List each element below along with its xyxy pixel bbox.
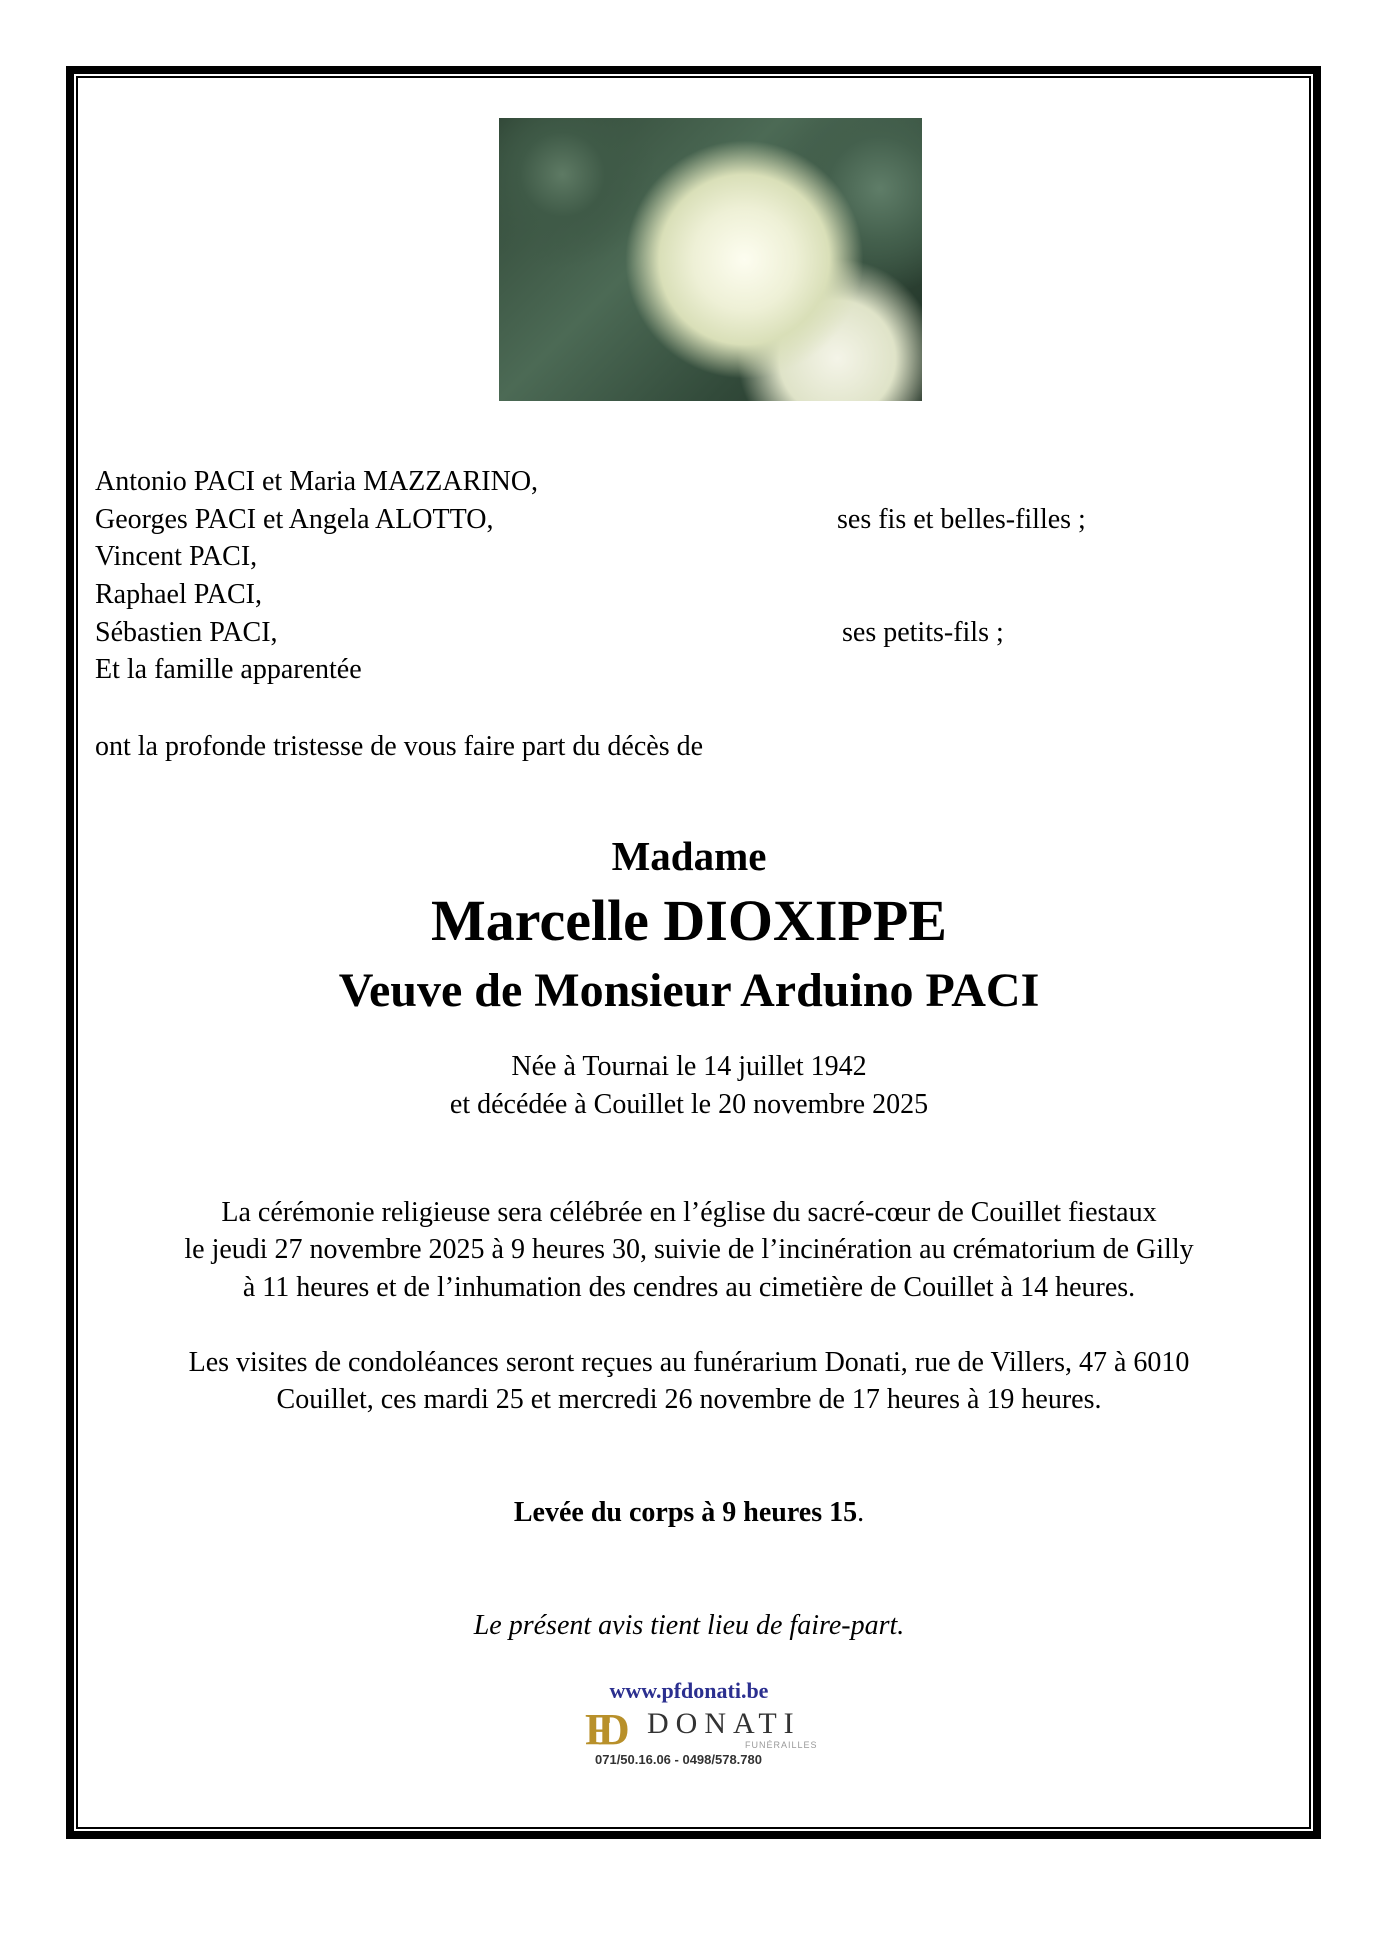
donati-subtitle: FUNÉRAILLES [745, 1740, 818, 1750]
ceremony-line: le jeudi 27 novembre 2025 à 9 heures 30, suivie de l’incinération au crématorium de Gilly [184, 1234, 1194, 1265]
announcement: ont la profonde tristesse de vous faire part du décès de [95, 731, 704, 762]
death-info: et décédée à Couillet le 20 novembre 2025 [449, 1089, 929, 1120]
levee-period: . [857, 1497, 865, 1528]
deceased-name: Marcelle DIOXIPPE [431, 888, 947, 953]
funeral-home-website-link[interactable]: www.pfdonati.be [609, 1678, 769, 1703]
family-line: Georges PACI et Angela ALOTTO, [95, 504, 494, 535]
ceremony-line: à 11 heures et de l’inhumation des cendres au cimetière de Couillet à 14 heures. [242, 1272, 1136, 1303]
family-line: Et la famille apparentée [95, 654, 362, 685]
birth-info: Née à Tournai le 14 juillet 1942 [511, 1051, 867, 1082]
white-ranunculus-photo [499, 118, 922, 401]
donati-phones: 071/50.16.06 - 0498/578.780 [595, 1752, 762, 1767]
notice: Le présent avis tient lieu de faire-part. [473, 1610, 905, 1641]
relation-sons: ses fis et belles-filles ; [837, 504, 1086, 535]
family-line: Vincent PACI, [95, 541, 258, 572]
donati-logo [585, 1705, 818, 1772]
levee-text: Levée du corps à 9 heures 15 [513, 1497, 858, 1528]
family-line: Antonio PACI et Maria MAZZARINO, [95, 466, 539, 497]
ceremony-line: La cérémonie religieuse sera célébrée en l’église du sacré-cœur de Couillet fiestaux [221, 1197, 1157, 1228]
family-line: Sébastien PACI, [95, 617, 278, 648]
visits-line: Couillet, ces mardi 25 et mercredi 26 novembre de 17 heures à 19 heures. [276, 1384, 1102, 1415]
donati-monogram: FD [585, 1705, 616, 1754]
deceased-title: Madame [611, 833, 767, 879]
visits-line: Les visites de condoléances seront reçues au funérarium Donati, rue de Villers, 47 à 6010 [188, 1347, 1190, 1378]
donati-name: DONATI [647, 1707, 801, 1740]
deceased-widow: Veuve de Monsieur Arduino PACI [338, 964, 1040, 1017]
relation-grandsons: ses petits-fils ; [842, 617, 1004, 648]
family-line: Raphael PACI, [95, 579, 262, 610]
levee-du-corps [0, 1494, 1378, 1532]
